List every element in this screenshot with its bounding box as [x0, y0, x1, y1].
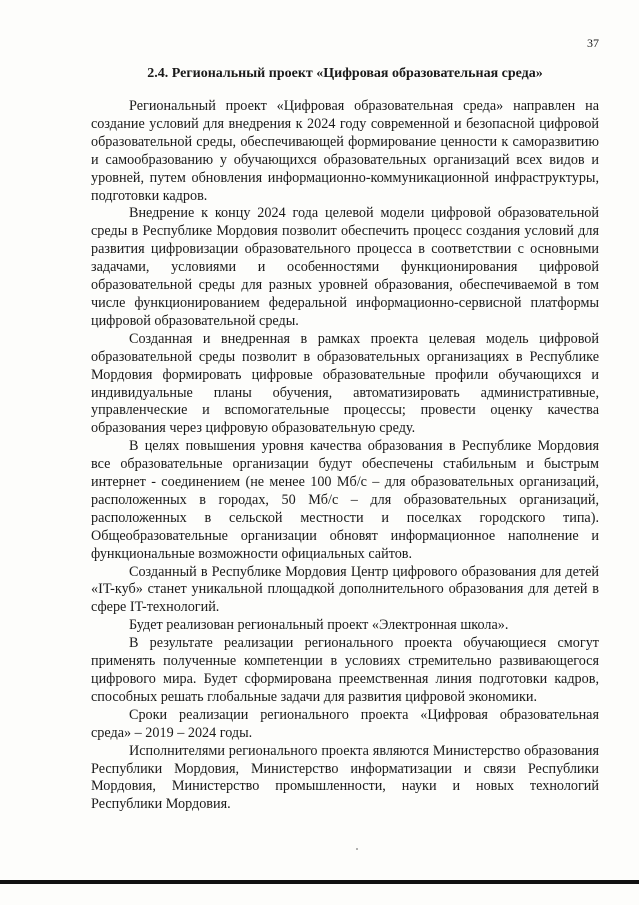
- paragraph-9: Исполнителями регионального проекта являются Министерство образования Республики Мордовия, Министерство информатизации и связи Республики Мордовия, Министерство промышленности, науки и новых технологий Республики Мордовия.: [91, 742, 599, 813]
- paragraph-1: Региональный проект «Цифровая образовательная среда» направлен на создание условий для внедрения к 2024 году современной и безопасной цифровой образовательной среды, обеспечивающей формирование ценности к саморазвитию и самообразованию у обучающихся образовательных организаций всех видов и уровней, путем обновления информационно-коммуникационной инфраструктуры, подготовки кадров.: [91, 98, 599, 204]
- paragraph-4: В целях повышения уровня качества образования в Республике Мордовия все образовательные организации будут обеспечены стабильным и быстрым интернет - соединением (не менее 100 Мб/с – для образовательных организаций, расположенных в городах, 50 Мб/с – для образовательных организаций, расположенных в сельской местности и поселках городского типа). Общеобразовательные организации обновят информационное наполнение и функциональные возможности официальных сайтов.: [91, 438, 599, 562]
- page-bottom-edge: [0, 880, 639, 884]
- scan-speck: [356, 848, 358, 850]
- paragraph-2: Внедрение к концу 2024 года целевой модели цифровой образовательной среды в Республике Мордовия позволит обеспечить процесс создания условий для развития цифровизации образовательного процесса в соответствии с основными задачами, условиями и особенностями функционирования цифровой образовательной среды для разных уровней образования, обеспечиваемой в том числе функционированием федеральной информационно-сервисной платформы цифровой образовательной среды.: [91, 205, 599, 329]
- document-body: [91, 98, 599, 814]
- page-number: 37: [587, 36, 599, 50]
- paragraph-7: В результате реализации регионального проекта обучающиеся смогут применять полученные компетенции в условиях стремительно развивающегося цифрового мира. Будет сформирована преемственная линия подготовки кадров, способных решать глобальные задачи для развития цифровой экономики.: [91, 635, 599, 705]
- paragraph-8: Сроки реализации регионального проекта «Цифровая образовательная среда» – 2019 – 2024 годы.: [91, 706, 599, 741]
- paragraph-3: Созданная и внедренная в рамках проекта целевая модель цифровой образовательной среды позволит в образовательных организациях в Республике Мордовия формировать цифровые образовательные профили обучающихся и индивидуальные планы обучения, автоматизировать административные, управленческие и вспомогательные процессы; провести оценку качества образования через цифровую образовательную среду.: [91, 330, 599, 437]
- paragraph-6: Будет реализован региональный проект «Электронная школа».: [129, 617, 509, 634]
- paragraph-5: Созданный в Республике Мордовия Центр цифрового образования для детей «IT-куб» станет уникальной площадкой дополнительного образования для детей в сфере IT-технологий.: [91, 563, 599, 616]
- section-title: 2.4. Региональный проект «Цифровая образовательная среда»: [147, 66, 543, 81]
